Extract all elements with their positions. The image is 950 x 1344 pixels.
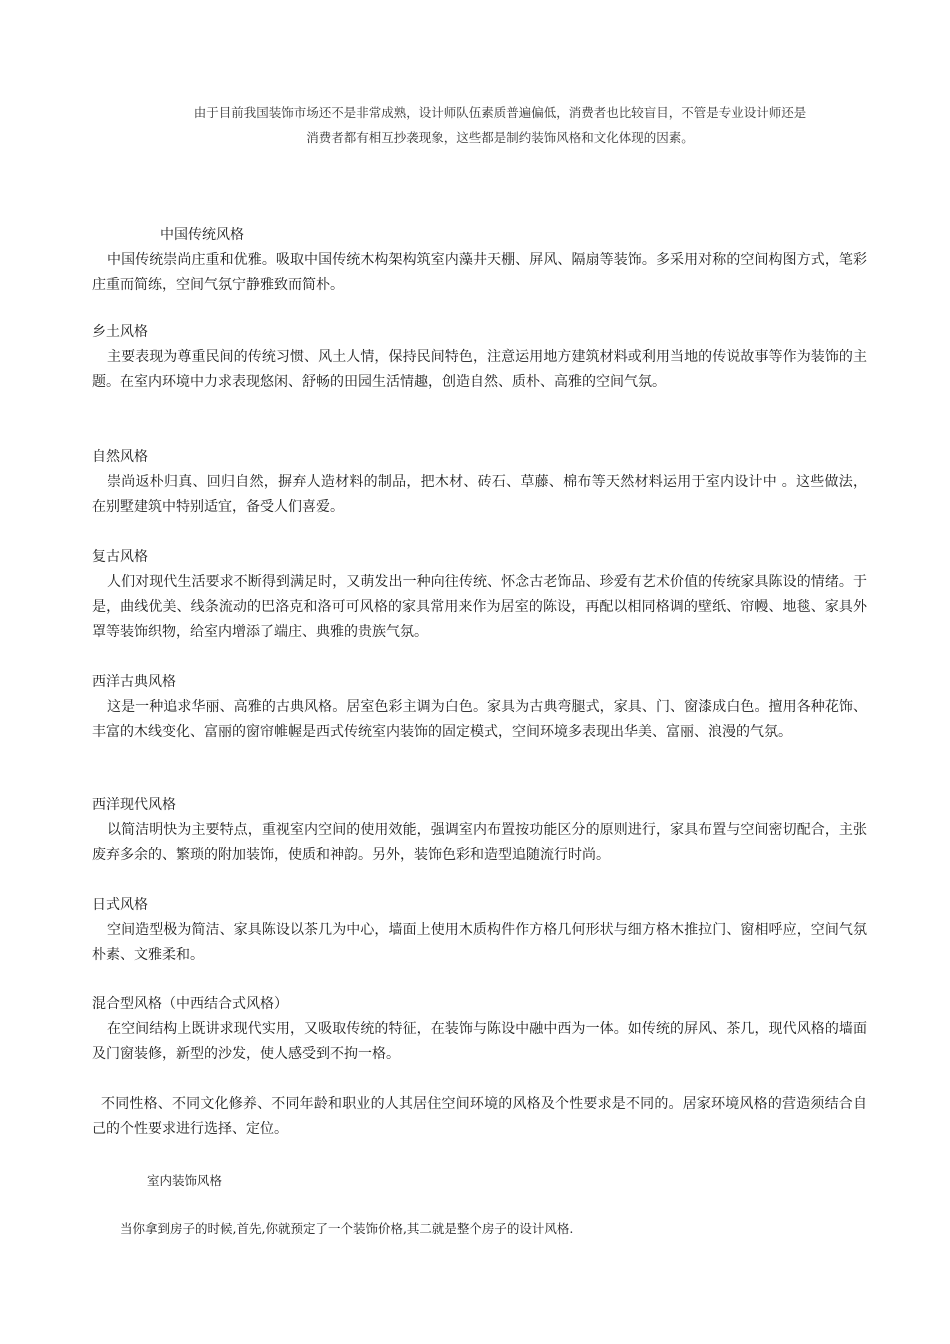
section-rural [92, 320, 867, 395]
section-body: 崇尚返朴归真、回归自然，摒弃人造材料的制品，把木材、砖石、草藤、棉布等天然材料运用于室内设计中 。这些做法，在别墅建筑中特别适宜，备受人们喜爱。 [92, 474, 867, 515]
subheading-interior-style: 室内装饰风格 [147, 1173, 223, 1188]
section-natural [92, 445, 867, 520]
section-body: 以简洁明快为主要特点，重视室内空间的使用效能，强调室内布置按功能区分的原则进行，家具布置与空间密切配合，主张废弃多余的、繁琐的附加装饰，使质和神韵。另外，装饰色彩和造型追随流行时尚。 [92, 822, 867, 863]
closing-paragraph: 当你拿到房子的时候,首先,你就预定了一个装饰价格,其二就是整个房子的设计风格. [120, 1221, 574, 1236]
section-title: 中国传统风格 [160, 227, 244, 243]
section-mixed [92, 992, 867, 1067]
section-title: 乡土风格 [92, 324, 148, 340]
section-body: 主要表现为尊重民间的传统习惯、风土人情，保持民间特色，注意运用地方建筑材料或利用当地的传说故事等作为装饰的主题。在室内环境中力求表现悠闲、舒畅的田园生活情趣，创造自然、质朴、高雅的空间气氛。 [92, 349, 867, 390]
section-body: 这是一种追求华丽、高雅的古典风格。居室色彩主调为白色。家具为古典弯腿式，家具、门、窗漆成白色。擅用各种花饰、丰富的木线变化、富丽的窗帘帷幄是西式传统室内装饰的固定模式，空间环境多表现出华美、富丽、浪漫的气氛。 [92, 699, 867, 740]
intro-line-2: 消费者都有相互抄袭现象，这些都是制约装饰风格和文化体现的因素。 [306, 130, 694, 145]
summary-paragraph: 不同性格、不同文化修养、不同年龄和职业的人其居住空间环境的风格及个性要求是不同的。居家环境风格的营造须结合自己的个性要求进行选择、定位。 [92, 1096, 867, 1137]
section-body: 人们对现代生活要求不断得到满足时，又萌发出一种向往传统、怀念古老饰品、珍爱有艺术价值的传统家具陈设的情绪。于是，曲线优美、线条流动的巴洛克和洛可可风格的家具常用来作为居室的陈设，再配以相同格调的壁纸、帘幔、地毯、家具外罩等装饰织物，给室内增添了端庄、典雅的贵族气氛。 [92, 574, 867, 640]
section-body: 在空间结构上既讲求现代实用，又吸取传统的特征，在装饰与陈设中融中西为一体。如传统的屏风、茶几，现代风格的墙面及门窗装修，新型的沙发，使人感受到不拘一格。 [92, 1021, 867, 1062]
section-japanese [92, 893, 867, 968]
section-western-modern [92, 793, 867, 868]
section-retro [92, 545, 867, 645]
section-title: 日式风格 [92, 897, 148, 913]
intro-line-1: 由于目前我国装饰市场还不是非常成熟，设计师队伍素质普遍偏低，消费者也比较盲目，不管是专业设计师还是 [193, 105, 807, 120]
section-body: 空间造型极为简洁、家具陈设以茶几为中心，墙面上使用木质构件作方格几何形状与细方格木推拉门、窗相呼应，空间气氛朴素、文雅柔和。 [92, 922, 867, 963]
section-title: 自然风格 [92, 449, 148, 465]
section-western-classical [92, 670, 867, 745]
intro-paragraph [130, 100, 870, 150]
section-title: 复古风格 [92, 549, 148, 565]
section-title: 西洋古典风格 [92, 674, 176, 690]
section-title: 西洋现代风格 [92, 797, 176, 813]
section-body: 中国传统崇尚庄重和优雅。吸取中国传统木构架构筑室内藻井天棚、屏风、隔扇等装饰。多采用对称的空间构图方式，笔彩庄重而简练，空间气氛宁静雅致而简朴。 [92, 252, 867, 293]
section-title: 混合型风格（中西结合式风格） [92, 996, 288, 1012]
section-chinese-traditional [92, 223, 867, 298]
